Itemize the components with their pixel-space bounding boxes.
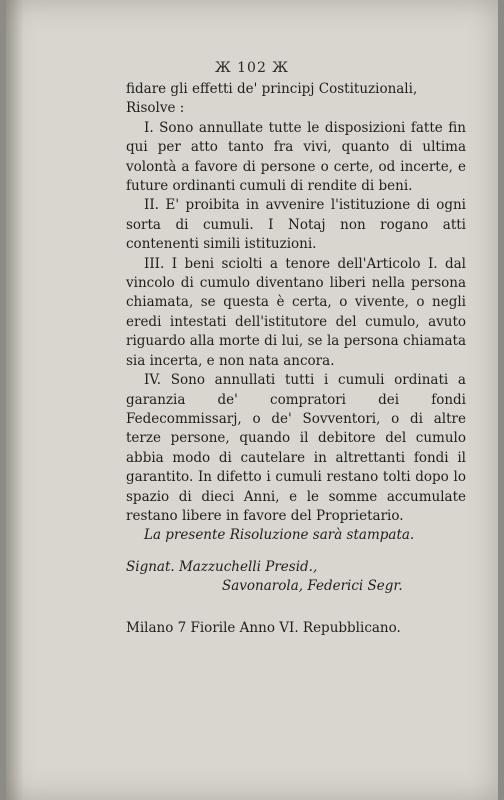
- text-line: Risolve :: [126, 100, 185, 117]
- article-1: I. Sono annullate tutte le disposizioni fatte fin qui per atto tanto fra vivi, quanto di ultima volontà a favore di persone o certe, od incerte, e future ordinanti cumuli di rendite di beni.: [126, 119, 466, 195]
- page: [6, 0, 498, 800]
- article-4: IV. Sono annullati tutti i cumuli ordinati a garanzia de' compratori dei fondi Fedecommissarj, o de' Sovventori, o di altre terze persone, quando il debitore del cumulo abbia modo di cautelare in altrettanti fondi il garantito. In difetto i cumuli restano tolti dopo lo spazio di dieci Anni, e le somme accumulate restano libere in favore del Proprietario.: [126, 372, 466, 524]
- article-3: III. I beni sciolti a tenore dell'Articolo I. dal vincolo di cumulo diventano liberi nella persona chiamata, se questa è certa, o vivente, o negli eredi intestati dell'istitutore del cumulo, avuto riguardo alla morte di lui, se la persona chiamata sia incerta, e non nata ancora.: [126, 255, 466, 369]
- signature-line-1: Signat. Mazzuchelli Presid.,: [126, 558, 318, 575]
- body-text: [126, 80, 466, 638]
- print-notice: La presente Risoluzione sarà stampata.: [144, 527, 415, 544]
- date-line: Milano 7 Fiorile Anno VI. Repubblicano.: [126, 619, 401, 636]
- article-2: II. E' proibita in avvenire l'istituzione di ogni sorta di cumuli. I Notaj non rogano atti contenenti simili istituzioni.: [126, 197, 466, 253]
- signature-line-2: Savonarola, Federici Segr.: [222, 578, 403, 595]
- page-number-header: Ж 102 Ж: [214, 60, 290, 76]
- text-line: fidare gli effetti de' principj Costituzionali,: [126, 81, 418, 97]
